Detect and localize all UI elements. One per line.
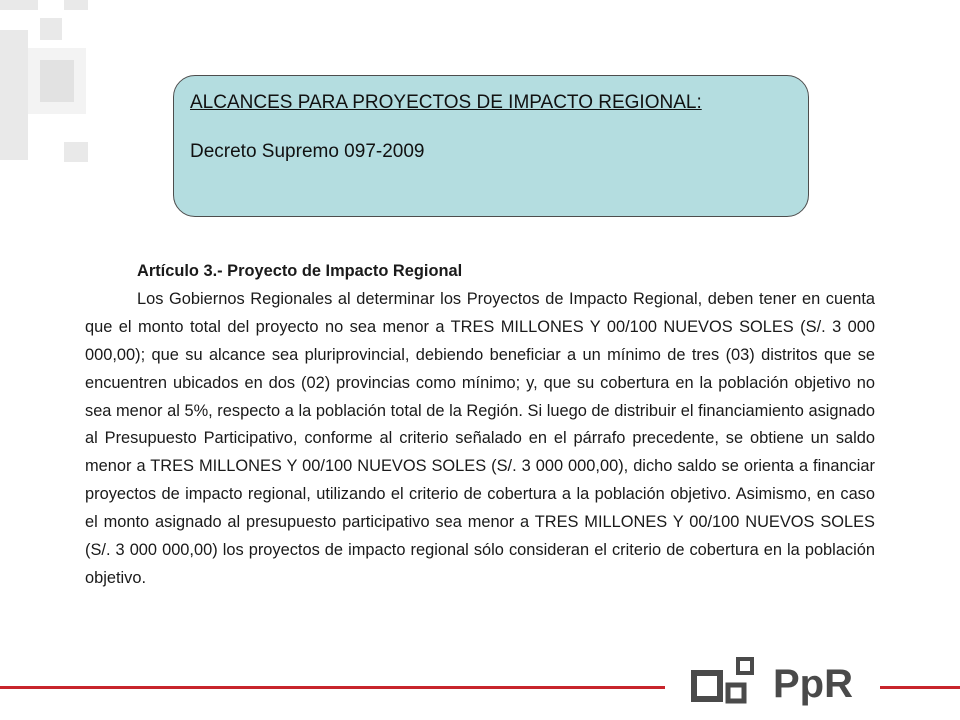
header-subtitle: Decreto Supremo 097-2009: [190, 141, 425, 162]
header-title: ALCANCES PARA PROYECTOS DE IMPACTO REGIONAL:: [190, 92, 702, 113]
ppr-logo: [690, 655, 870, 710]
article-title: Artículo 3.- Proyecto de Impacto Regional: [137, 262, 463, 280]
article: [85, 258, 875, 593]
footer-divider-left: [0, 686, 665, 689]
footer-divider-right: [880, 686, 960, 689]
ppr-logo-text: PpR: [773, 662, 853, 706]
header-box: [173, 75, 809, 217]
corner-decoration: [0, 0, 100, 170]
ppr-logo-icon: [690, 655, 770, 710]
article-body: Los Gobiernos Regionales al determinar los Proyectos de Impacto Regional, deben tener en cuenta que el monto total del proyecto no sea menor a TRES MILLONES Y 00/100 NUEVOS SOLES (S/. 3 000 000,00); que su alcance sea pluriprovincial, debiendo beneficiar a un mínimo de tres (03) distritos que se encuentren ubicados en dos (02) provincias como mínimo; y, que su cobertura en la población objetivo no sea menor al 5%, respecto a la población total de la Región. Si luego de distribuir el financiamiento asignado al Presupuesto Participativo, conforme al criterio señalado en el párrafo precedente, se obtiene un saldo menor a TRES MILLONES Y 00/100 NUEVOS SOLES (S/. 3 000 000,00), dicho saldo se orienta a financiar proyectos de impacto regional, utilizando el criterio de cobertura a la población objetivo. Asimismo, en caso el monto asignado al presupuesto participativo sea menor a TRES MILLONES Y 00/100 NUEVOS SOLES (S/. 3 000 000,00) los proyectos de impacto regional sólo consideran el criterio de cobertura en la población objetivo.: [85, 289, 875, 587]
